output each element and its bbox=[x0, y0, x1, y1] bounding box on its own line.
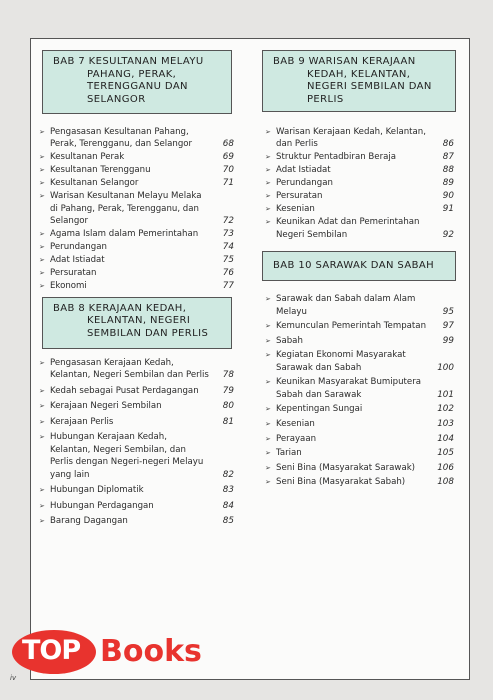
toc-entry-page-number: 70 bbox=[222, 165, 234, 176]
toc-entry-page-number: 85 bbox=[222, 516, 234, 527]
bullet-arrow-icon: ➢ bbox=[265, 336, 271, 345]
toc-entry-page-number: 76 bbox=[222, 268, 234, 279]
toc-entry-page-number: 105 bbox=[437, 448, 454, 459]
toc-entry-title: Tarian bbox=[276, 448, 302, 459]
toc-list-bab-9 bbox=[262, 126, 458, 241]
bullet-arrow-icon: ➢ bbox=[265, 166, 271, 175]
bullet-arrow-icon: ➢ bbox=[265, 420, 271, 428]
bullet-arrow-icon: ➢ bbox=[265, 295, 271, 304]
toc-entry-page-number: 73 bbox=[222, 229, 234, 240]
toc-entry-title: Kesultanan Perak bbox=[50, 152, 125, 163]
toc-entry-page-number: 77 bbox=[222, 281, 234, 292]
toc-entry-page-number: 68 bbox=[222, 139, 234, 150]
toc-entry-title: Warisan Kesultanan Melayu Melaka di Pahang, Perak, Terengganu, dan Selangor bbox=[50, 191, 202, 227]
toc-entry-title: Pengasasan Kesultanan Pahang, Perak, Terengganu, dan Selangor bbox=[50, 127, 193, 150]
toc-entry-page-number: 75 bbox=[222, 255, 234, 266]
toc-entry-title: Adat Istiadat bbox=[50, 255, 105, 266]
toc-entry bbox=[262, 418, 458, 430]
toc-entry-title: Warisan Kerajaan Kedah, Kelantan, dan Perlis bbox=[276, 127, 426, 150]
toc-entry bbox=[36, 267, 238, 279]
bullet-arrow-icon: ➢ bbox=[265, 322, 271, 331]
bullet-arrow-icon: ➢ bbox=[39, 192, 45, 201]
toc-entry bbox=[262, 126, 458, 151]
toc-entry-title: Perundangan bbox=[50, 242, 107, 253]
bullet-arrow-icon: ➢ bbox=[39, 417, 45, 426]
toc-entry-page-number: 82 bbox=[222, 469, 234, 480]
chapter-heading-bab-7 bbox=[42, 50, 232, 114]
toc-list-bab-8 bbox=[36, 357, 238, 528]
toc-entry bbox=[262, 216, 458, 241]
toc-entry-title: Hubungan Diplomatik bbox=[50, 485, 144, 496]
toc-entry-title: Hubungan Perdagangan bbox=[50, 500, 154, 511]
chapter-heading-bab-10 bbox=[262, 251, 456, 281]
toc-entry-title: Sarawak dan Sabah dalam Alam Melayu bbox=[276, 294, 416, 317]
bullet-arrow-icon: ➢ bbox=[265, 153, 271, 162]
chapter-heading-bab-8 bbox=[42, 297, 232, 349]
toc-entry-page-number: 72 bbox=[222, 216, 234, 227]
bullet-arrow-icon: ➢ bbox=[265, 434, 271, 443]
toc-entry-title: Kerajaan Negeri Sembilan bbox=[50, 401, 162, 412]
logo-text-top: TOP bbox=[22, 635, 81, 666]
bullet-arrow-icon: ➢ bbox=[265, 351, 271, 360]
bullet-arrow-icon: ➢ bbox=[265, 218, 271, 227]
toc-entry-title: Keunikan Masyarakat Bumiputera Sabah dan Sarawak bbox=[276, 377, 422, 400]
bullet-arrow-icon: ➢ bbox=[39, 358, 45, 367]
toc-entry-title: Kegiatan Ekonomi Masyarakat Sarawak dan Sabah bbox=[276, 350, 406, 373]
toc-entry-title: Kesultanan Terengganu bbox=[50, 165, 151, 176]
toc-entry bbox=[262, 349, 458, 374]
chapter-title-line: BAB 10 SARAWAK DAN SABAH bbox=[273, 260, 434, 272]
toc-entry bbox=[36, 416, 238, 428]
toc-entry bbox=[262, 190, 458, 202]
bullet-arrow-icon: ➢ bbox=[265, 205, 271, 214]
chapter-title-line: KELANTAN, NEGERI bbox=[87, 315, 191, 327]
toc-entry-page-number: 92 bbox=[442, 229, 454, 240]
chapter-title-line: TERENGGANU DAN bbox=[87, 81, 188, 92]
toc-entry bbox=[36, 164, 238, 176]
chapter-title-line: KEDAH, KELANTAN, bbox=[307, 68, 411, 80]
chapter-title-line: BAB 8 KERAJAAN KEDAH, bbox=[53, 302, 187, 314]
toc-entry-page-number: 78 bbox=[222, 370, 234, 381]
toc-entry bbox=[36, 280, 238, 292]
toc-entry bbox=[262, 203, 458, 215]
right-column bbox=[262, 50, 458, 491]
toc-entry bbox=[36, 400, 238, 412]
bullet-arrow-icon: ➢ bbox=[39, 166, 45, 175]
toc-entry-title: Kesenian bbox=[276, 419, 315, 429]
toc-entry-page-number: 83 bbox=[222, 485, 234, 496]
bullet-arrow-icon: ➢ bbox=[265, 128, 271, 136]
toc-entry bbox=[262, 403, 458, 415]
toc-entry-title: Sabah bbox=[276, 335, 303, 346]
toc-entry-title: Adat Istiadat bbox=[276, 165, 331, 176]
toc-entry-page-number: 104 bbox=[437, 433, 454, 444]
toc-entry-title: Perundangan bbox=[276, 178, 333, 189]
toc-entry-page-number: 87 bbox=[442, 152, 454, 163]
toc-entry bbox=[262, 177, 458, 189]
page-number-mark: iv bbox=[10, 674, 17, 682]
toc-entry-title: Perayaan bbox=[276, 433, 317, 444]
toc-entry bbox=[36, 431, 238, 481]
toc-entry bbox=[36, 254, 238, 266]
toc-entry-title: Kesultanan Selangor bbox=[50, 178, 139, 189]
toc-entry bbox=[36, 484, 238, 496]
toc-entry bbox=[36, 151, 238, 163]
bullet-arrow-icon: ➢ bbox=[39, 282, 45, 291]
chapter-title-line: PAHANG, PERAK, bbox=[87, 68, 177, 80]
bullet-arrow-icon: ➢ bbox=[39, 153, 45, 162]
toc-list-bab-7 bbox=[36, 126, 238, 293]
toc-entry-page-number: 71 bbox=[222, 178, 234, 189]
toc-entry bbox=[36, 515, 238, 527]
toc-entry-title: Struktur Pentadbiran Beraja bbox=[276, 152, 397, 163]
toc-entry-title: Persuratan bbox=[276, 191, 323, 202]
toc-entry-page-number: 81 bbox=[222, 416, 234, 427]
toc-entry bbox=[262, 447, 458, 459]
toc-entry bbox=[36, 177, 238, 189]
bullet-arrow-icon: ➢ bbox=[39, 128, 45, 136]
toc-entry-page-number: 74 bbox=[222, 242, 234, 253]
bullet-arrow-icon: ➢ bbox=[39, 402, 45, 411]
toc-entry-title: Kemunculan Pemerintah Tempatan bbox=[276, 321, 427, 332]
toc-entry-title: Pengasasan Kerajaan Kedah, Kelantan, Negeri Sembilan dan Perlis bbox=[50, 357, 209, 381]
toc-entry-page-number: 103 bbox=[437, 419, 454, 429]
chapter-title-line: SEMBILAN DAN PERLIS bbox=[87, 327, 209, 339]
toc-entry bbox=[36, 126, 238, 151]
toc-entry-page-number: 79 bbox=[222, 385, 234, 396]
bullet-arrow-icon: ➢ bbox=[39, 386, 45, 395]
bullet-arrow-icon: ➢ bbox=[39, 243, 45, 252]
bullet-arrow-icon: ➢ bbox=[265, 463, 271, 472]
toc-entry-title: Ekonomi bbox=[50, 281, 87, 292]
toc-entry bbox=[262, 376, 458, 401]
bullet-arrow-icon: ➢ bbox=[265, 192, 271, 201]
toc-entry bbox=[36, 228, 238, 240]
toc-entry-page-number: 90 bbox=[442, 191, 454, 202]
toc-entry-page-number: 91 bbox=[442, 204, 454, 215]
toc-entry bbox=[36, 241, 238, 253]
toc-entry-page-number: 100 bbox=[437, 362, 454, 373]
toc-entry-page-number: 101 bbox=[437, 389, 454, 400]
toc-entry-title: Kerajaan Perlis bbox=[50, 416, 114, 427]
toc-entry-page-number: 88 bbox=[442, 165, 454, 176]
toc-entry-title: Hubungan Kerajaan Kedah, Kelantan, Negeri Sembilan, dan Perlis dengan Negeri-negeri Melayu yang lain bbox=[50, 432, 204, 480]
toc-entry-page-number: 97 bbox=[442, 321, 454, 332]
bullet-arrow-icon: ➢ bbox=[39, 517, 45, 526]
toc-entry-title: Seni Bina (Masyarakat Sarawak) bbox=[276, 462, 416, 473]
logo-text-books: Books bbox=[100, 634, 202, 669]
bullet-arrow-icon: ➢ bbox=[265, 179, 271, 188]
toc-entry-title: Seni Bina (Masyarakat Sabah) bbox=[276, 477, 406, 488]
bullet-arrow-icon: ➢ bbox=[265, 449, 271, 458]
toc-entry-page-number: 95 bbox=[442, 306, 454, 317]
bullet-arrow-icon: ➢ bbox=[265, 405, 271, 414]
toc-entry-title: Barang Dagangan bbox=[50, 516, 128, 527]
topbooks-logo bbox=[12, 628, 212, 682]
toc-entry-page-number: 86 bbox=[442, 139, 454, 150]
toc-entry-title: Keunikan Adat dan Pemerintahan Negeri Sembilan bbox=[276, 217, 420, 240]
toc-entry bbox=[36, 385, 238, 397]
bullet-arrow-icon: ➢ bbox=[39, 256, 45, 265]
toc-entry bbox=[262, 462, 458, 474]
toc-entry-title: Kesenian bbox=[276, 204, 315, 215]
toc-entry bbox=[262, 433, 458, 445]
bullet-arrow-icon: ➢ bbox=[39, 179, 45, 188]
bullet-arrow-icon: ➢ bbox=[265, 478, 271, 487]
chapter-title-line: SELANGOR bbox=[87, 93, 146, 105]
toc-entry-page-number: 69 bbox=[222, 152, 234, 163]
toc-entry-page-number: 89 bbox=[442, 178, 454, 189]
toc-entry bbox=[262, 293, 458, 318]
toc-entry-page-number: 99 bbox=[442, 335, 454, 346]
left-column bbox=[36, 50, 238, 531]
chapter-title-line: BAB 9 WARISAN KERAJAAN bbox=[273, 56, 416, 67]
chapter-title-line: NEGERI SEMBILAN DAN bbox=[307, 81, 432, 92]
bullet-arrow-icon: ➢ bbox=[265, 378, 271, 387]
toc-entry bbox=[262, 476, 458, 488]
toc-entry-title: Agama Islam dalam Pemerintahan bbox=[50, 229, 199, 240]
bullet-arrow-icon: ➢ bbox=[39, 501, 45, 510]
chapter-heading-bab-9 bbox=[262, 50, 456, 112]
toc-entry bbox=[262, 335, 458, 347]
toc-entry bbox=[262, 164, 458, 176]
toc-list-bab-10 bbox=[262, 293, 458, 489]
bullet-arrow-icon: ➢ bbox=[39, 433, 45, 442]
toc-entry-page-number: 84 bbox=[222, 500, 234, 511]
toc-entry-page-number: 106 bbox=[437, 462, 454, 473]
toc-entry bbox=[36, 190, 238, 227]
toc-entry-page-number: 102 bbox=[437, 404, 454, 415]
bullet-arrow-icon: ➢ bbox=[39, 486, 45, 495]
toc-entry bbox=[36, 500, 238, 512]
toc-entry-page-number: 80 bbox=[222, 401, 234, 412]
chapter-title-line: BAB 7 KESULTANAN MELAYU bbox=[53, 56, 204, 67]
bullet-arrow-icon: ➢ bbox=[39, 230, 45, 239]
toc-entry-title: Persuratan bbox=[50, 268, 97, 279]
toc-entry-page-number: 108 bbox=[437, 477, 454, 488]
toc-entry bbox=[262, 151, 458, 163]
bullet-arrow-icon: ➢ bbox=[39, 269, 45, 278]
toc-entry-title: Kedah sebagai Pusat Perdagangan bbox=[50, 385, 199, 396]
toc-entry bbox=[36, 357, 238, 382]
toc-entry-title: Kepentingan Sungai bbox=[276, 404, 363, 415]
chapter-title-line: PERLIS bbox=[307, 93, 344, 105]
toc-entry bbox=[262, 320, 458, 332]
